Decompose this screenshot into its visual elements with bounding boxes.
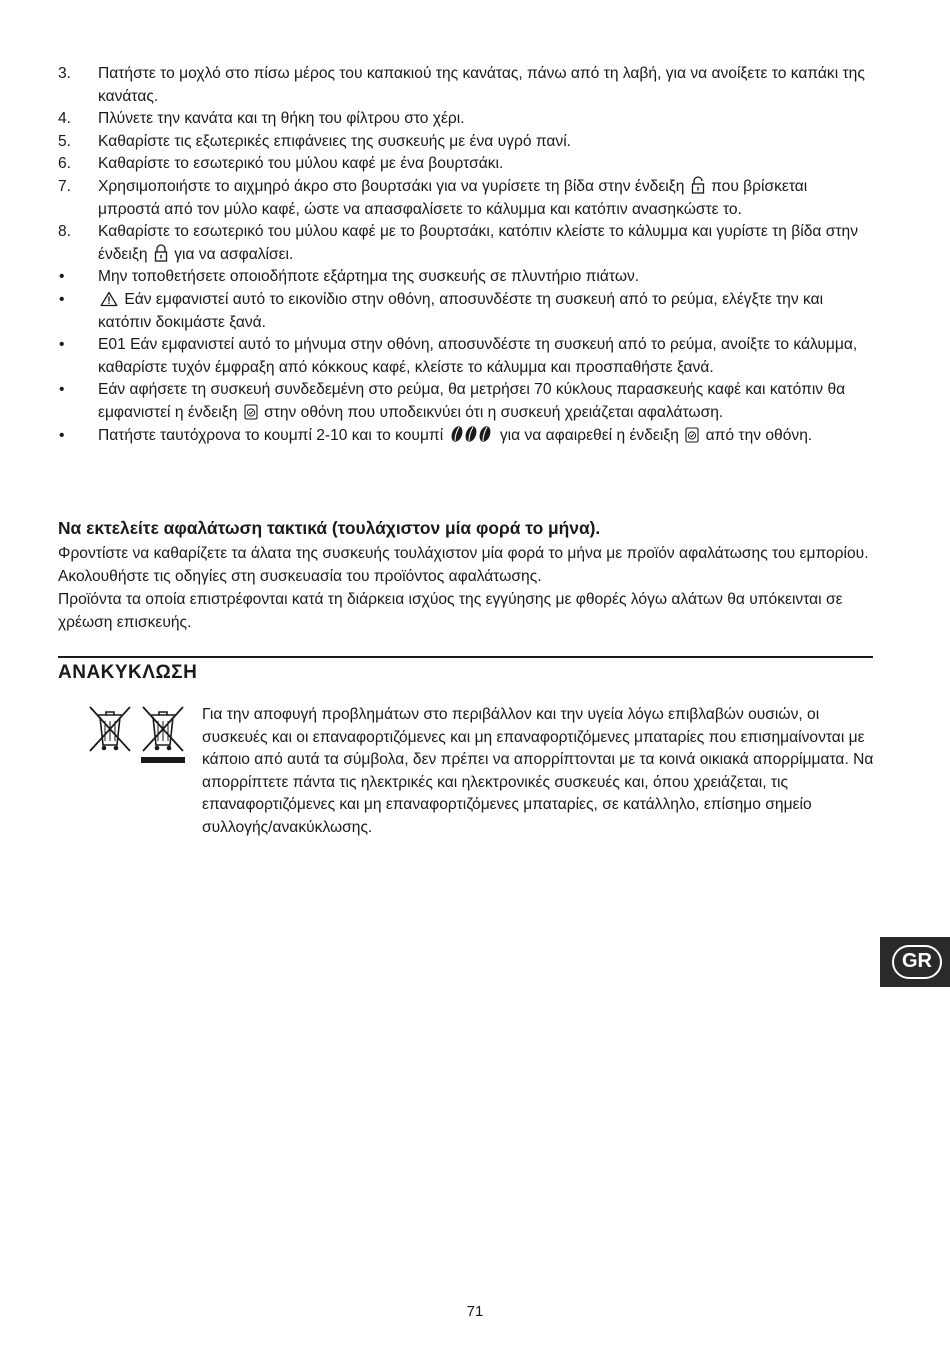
step-text-cont: που βρίσκεται μπροστά από τον μύλο καφέ, ώστε να απασφαλίσετε το κάλυμμα και κατόπιν ανασηκώστε το. bbox=[98, 177, 808, 218]
step-text: Πλύνετε την κανάτα και τη θήκη του φίλτρου στο χέρι. bbox=[98, 110, 465, 128]
step-number: 6. bbox=[58, 155, 72, 173]
step-6 bbox=[58, 153, 873, 176]
section-divider bbox=[58, 656, 873, 658]
step-text: Καθαρίστε το εσωτερικό του μύλου καφέ με ένα βουρτσάκι. bbox=[98, 155, 504, 173]
descale-icon bbox=[685, 427, 699, 443]
bullet-text-end: από την οθόνη. bbox=[705, 426, 813, 444]
bullet-text: E01 Εάν εμφανιστεί αυτό το μήνυμα στην οθόνη, αποσυνδέστε τη συσκευή από το ρεύμα, ανοίξτε το κάλυμμα, καθαρίστε τυχόν έμφραξη από κόκκους καφέ, κλείστε το κάλυμμα και προσπαθήστε ξανά. bbox=[98, 336, 858, 376]
step-7 bbox=[58, 176, 873, 221]
warning-triangle-icon bbox=[100, 291, 118, 307]
step-number: 5. bbox=[58, 132, 72, 150]
bullet-text: Πατήστε ταυτόχρονα το κουμπί 2-10 και το κουμπί bbox=[98, 426, 444, 444]
bullet-text: Μην τοποθετήσετε οποιοδήποτε εξάρτημα της συσκευής σε πλυντήριο πιάτων. bbox=[98, 268, 640, 286]
descale-paragraph-2: Προϊόντα τα οποία επιστρέφονται κατά τη διάρκεια ισχύος της εγγύησης με φθορές λόγω αλάτων θα υπόκεινται σε χρέωση επισκευής. bbox=[58, 591, 843, 631]
bullet-symbol: • bbox=[59, 426, 65, 444]
step-8 bbox=[58, 221, 873, 266]
bullet-e01 bbox=[58, 334, 873, 379]
step-number: 8. bbox=[58, 223, 72, 241]
step-text: Πατήστε το μοχλό στο πίσω μέρος του καπακιού της κανάτας, πάνω από τη λαβή, για να ανοίξετε το καπάκι της κανάτας. bbox=[98, 65, 865, 105]
recycling-text: Για την αποφυγή προβλημάτων στο περιβάλλον και την υγεία λόγω επιβλαβών ουσιών, οι συσκευές και οι επαναφορτιζόμενες και μη επαναφορτιζόμενες μπαταρίες που επισημαίνονται με κάποιο από αυτά τα σύμβολα, δεν πρέπει να απορρίπτονται με τα κοινά οικιακά απορρίμματα. Να απορρίπτετε πάντα τις ηλεκτρικές και ηλεκτρονικές συσκευές και, όπου χρειάζεται, τις επαναφορτιζόμενες και μη επαναφορτιζόμενες μπαταρίες, σε κατάλληλο, επίσημο σημείο συλλογής/ανακύκλωσης. bbox=[202, 706, 874, 836]
bullet-descale-count bbox=[58, 379, 873, 424]
step-text: Καθαρίστε τις εξωτερικές επιφάνειες της συσκευής με ένα υγρό πανί. bbox=[98, 132, 571, 150]
lock-icon bbox=[154, 244, 168, 262]
language-tab bbox=[880, 937, 950, 987]
bullet-symbol: • bbox=[59, 290, 65, 308]
step-5 bbox=[58, 131, 873, 154]
bullet-symbol: • bbox=[59, 268, 65, 286]
page-number: 71 bbox=[466, 1303, 484, 1320]
recycling-heading: ΑΝΑΚΥΚΛΩΣΗ bbox=[58, 662, 198, 683]
bullet-warning bbox=[58, 289, 873, 334]
descale-paragraph-1: Φροντίστε να καθαρίζετε τα άλατα της συσκευής τουλάχιστον μία φορά το μήνα με προϊόν αφαλάτωσης του εμπορίου. Ακολουθήστε τις οδηγίες στη συσκευασία του προϊόντος αφαλάτωσης. bbox=[58, 545, 869, 585]
instruction-list bbox=[58, 63, 873, 447]
descale-icon bbox=[244, 404, 258, 420]
step-4 bbox=[58, 108, 873, 131]
bullet-text-cont: για να αφαιρεθεί η ένδειξη bbox=[499, 426, 679, 444]
descale-heading: Να εκτελείτε αφαλάτωση τακτικά (τουλάχιστον μία φορά το μήνα). bbox=[58, 518, 601, 538]
bullet-text: Εάν εμφανιστεί αυτό το εικονίδιο στην οθόνη, αποσυνδέστε τη συσκευή από το ρεύμα, ελέγξτε την και κατόπιν δοκιμάστε ξανά. bbox=[98, 290, 824, 331]
bullet-symbol: • bbox=[59, 381, 65, 399]
bullet-text: Εάν αφήσετε τη συσκευή συνδεδεμένη στο ρεύμα, θα μετρήσει 70 κύκλους παρασκευής καφέ και κατόπιν θα εμφανιστεί η ένδειξη bbox=[98, 381, 846, 421]
bullet-dishwasher bbox=[58, 266, 873, 289]
crossed-bin-icon bbox=[139, 703, 187, 765]
bullet-text-cont: στην οθόνη που υποδεικνύει ότι η συσκευή χρειάζεται αφαλάτωση. bbox=[264, 403, 724, 421]
step-text: Καθαρίστε το εσωτερικό του μύλου καφέ με το βουρτσάκι, κατόπιν κλείστε το κάλυμμα και γυρίστε τη βίδα στην ένδειξη bbox=[98, 223, 859, 263]
step-number: 4. bbox=[58, 110, 72, 128]
language-badge: GR bbox=[892, 945, 942, 979]
bullet-symbol: • bbox=[59, 336, 65, 354]
step-number: 7. bbox=[58, 177, 72, 195]
unlock-icon bbox=[691, 176, 705, 194]
crossed-bin-icon bbox=[86, 703, 134, 755]
coffee-beans-icon bbox=[450, 425, 494, 443]
step-text-cont: για να ασφαλίσει. bbox=[174, 245, 294, 263]
step-number: 3. bbox=[58, 65, 72, 82]
bullet-reset bbox=[58, 425, 873, 448]
step-3 bbox=[58, 63, 873, 108]
step-text: Χρησιμοποιήστε το αιχμηρό άκρο στο βουρτσάκι για να γυρίσετε τη βίδα στην ένδειξη bbox=[98, 177, 685, 195]
